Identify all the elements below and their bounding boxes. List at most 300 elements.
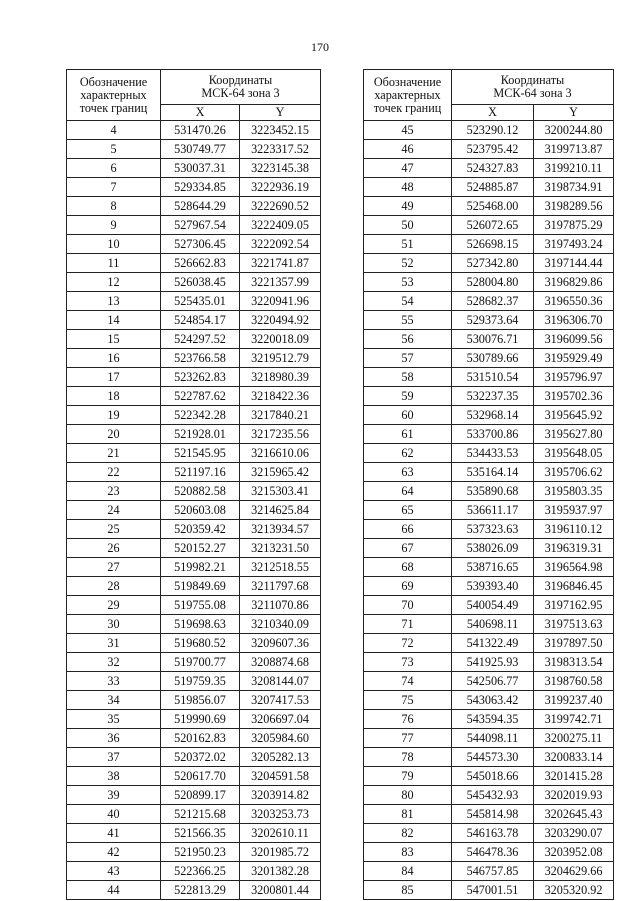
table-row [67, 691, 321, 710]
point-number-cell: 57 [364, 349, 452, 368]
point-number-cell: 67 [364, 539, 452, 558]
table-row [67, 368, 321, 387]
table-row [67, 349, 321, 368]
x-coordinate-cell: 547001.51 [452, 881, 534, 900]
table-row [364, 862, 614, 881]
table-row [364, 235, 614, 254]
point-number-cell: 14 [67, 311, 161, 330]
y-coordinate-cell: 3220018.09 [240, 330, 321, 349]
point-number-cell: 4 [67, 121, 161, 140]
y-coordinate-cell: 3200244.80 [534, 121, 614, 140]
coordinates-header [161, 70, 321, 105]
y-coordinate-cell: 3196099.56 [534, 330, 614, 349]
point-number-cell: 47 [364, 159, 452, 178]
x-coordinate-cell: 523262.83 [161, 368, 240, 387]
point-number-cell: 10 [67, 235, 161, 254]
y-coordinate-cell: 3195796.97 [534, 368, 614, 387]
table-body-right [364, 121, 614, 900]
x-coordinate-cell: 532237.35 [452, 387, 534, 406]
x-coordinate-cell: 526038.45 [161, 273, 240, 292]
y-coordinate-cell: 3196550.36 [534, 292, 614, 311]
x-coordinate-cell: 528644.29 [161, 197, 240, 216]
x-coordinate-cell: 519856.07 [161, 691, 240, 710]
y-coordinate-cell: 3196564.98 [534, 558, 614, 577]
x-coordinate-cell: 525435.01 [161, 292, 240, 311]
point-number-cell: 45 [364, 121, 452, 140]
y-coordinate-cell: 3197144.44 [534, 254, 614, 273]
table-row [67, 482, 321, 501]
point-number-cell: 23 [67, 482, 161, 501]
x-coordinate-cell: 546478.36 [452, 843, 534, 862]
table-row [67, 748, 321, 767]
x-coordinate-cell: 529373.64 [452, 311, 534, 330]
x-coordinate-cell: 521950.23 [161, 843, 240, 862]
y-coordinate-cell: 3203914.82 [240, 786, 321, 805]
coordinates-table-left [66, 69, 321, 900]
x-coordinate-cell: 530749.77 [161, 140, 240, 159]
table-row [364, 482, 614, 501]
x-coordinate-cell: 521566.35 [161, 824, 240, 843]
point-number-cell: 38 [67, 767, 161, 786]
y-coordinate-cell: 3201415.28 [534, 767, 614, 786]
x-coordinate-cell: 521197.16 [161, 463, 240, 482]
x-coordinate-cell: 522366.25 [161, 862, 240, 881]
x-coordinate-cell: 519990.69 [161, 710, 240, 729]
point-number-cell: 64 [364, 482, 452, 501]
y-coordinate-cell: 3195645.92 [534, 406, 614, 425]
y-coordinate-cell: 3199713.87 [534, 140, 614, 159]
x-coordinate-cell: 528682.37 [452, 292, 534, 311]
table-row [67, 406, 321, 425]
table-row [364, 292, 614, 311]
table-row [67, 558, 321, 577]
y-coordinate-cell: 3213934.57 [240, 520, 321, 539]
point-number-cell: 60 [364, 406, 452, 425]
x-coordinate-cell: 542506.77 [452, 672, 534, 691]
x-coordinate-cell: 526662.83 [161, 254, 240, 273]
coordinates-header [452, 70, 614, 105]
x-coordinate-cell: 520359.42 [161, 520, 240, 539]
point-number-cell: 69 [364, 577, 452, 596]
page-number: 170 [311, 40, 329, 54]
y-coordinate-cell: 3199237.40 [534, 691, 614, 710]
table-row [364, 596, 614, 615]
y-coordinate-cell: 3211797.68 [240, 577, 321, 596]
point-number-cell: 78 [364, 748, 452, 767]
coordinate-system: МСК-64 зона 3 [201, 86, 280, 100]
table-row [364, 748, 614, 767]
x-coordinate-cell: 527342.80 [452, 254, 534, 273]
table-row [67, 805, 321, 824]
point-number-cell: 83 [364, 843, 452, 862]
table-row [67, 178, 321, 197]
point-number-cell: 22 [67, 463, 161, 482]
x-coordinate-cell: 524854.17 [161, 311, 240, 330]
y-coordinate-cell: 3196319.31 [534, 539, 614, 558]
table-row [67, 634, 321, 653]
point-number-cell: 73 [364, 653, 452, 672]
y-coordinate-cell: 3220494.92 [240, 311, 321, 330]
table-row [364, 786, 614, 805]
y-coordinate-cell: 3199210.11 [534, 159, 614, 178]
coordinates-title: Координаты [500, 73, 565, 87]
x-coordinate-cell: 521215.68 [161, 805, 240, 824]
point-number-cell: 27 [67, 558, 161, 577]
table-row [364, 216, 614, 235]
table-row [364, 615, 614, 634]
table-row [364, 691, 614, 710]
x-coordinate-cell: 531470.26 [161, 121, 240, 140]
y-coordinate-cell: 3222936.19 [240, 178, 321, 197]
table-row [67, 273, 321, 292]
x-coordinate-cell: 546163.78 [452, 824, 534, 843]
y-coordinate-cell: 3222690.52 [240, 197, 321, 216]
point-number-cell: 40 [67, 805, 161, 824]
y-coordinate-cell: 3219512.79 [240, 349, 321, 368]
x-coordinate-cell: 522342.28 [161, 406, 240, 425]
point-label-header: Обозначение характерных точек границ [67, 70, 161, 121]
x-coordinate-cell: 527306.45 [161, 235, 240, 254]
point-number-cell: 44 [67, 881, 161, 900]
table-row [364, 444, 614, 463]
x-coordinate-cell: 531510.54 [452, 368, 534, 387]
point-number-cell: 70 [364, 596, 452, 615]
point-number-cell: 62 [364, 444, 452, 463]
y-coordinate-cell: 3200833.14 [534, 748, 614, 767]
table-row [67, 843, 321, 862]
y-coordinate-cell: 3208144.07 [240, 672, 321, 691]
table-row [364, 121, 614, 140]
x-coordinate-cell: 524297.52 [161, 330, 240, 349]
table-row [364, 653, 614, 672]
table-row [67, 311, 321, 330]
y-coordinate-cell: 3212518.55 [240, 558, 321, 577]
point-number-cell: 16 [67, 349, 161, 368]
point-number-cell: 76 [364, 710, 452, 729]
y-coordinate-cell: 3214625.84 [240, 501, 321, 520]
point-number-cell: 29 [67, 596, 161, 615]
x-coordinate-cell: 528004.80 [452, 273, 534, 292]
y-coordinate-cell: 3215965.42 [240, 463, 321, 482]
y-coordinate-cell: 3195648.05 [534, 444, 614, 463]
y-coordinate-cell: 3207417.53 [240, 691, 321, 710]
point-number-cell: 51 [364, 235, 452, 254]
table-row [364, 368, 614, 387]
table-row [67, 824, 321, 843]
x-coordinate-cell: 520899.17 [161, 786, 240, 805]
table-row [364, 881, 614, 900]
point-number-cell: 7 [67, 178, 161, 197]
y-coordinate-cell: 3205984.60 [240, 729, 321, 748]
point-number-cell: 52 [364, 254, 452, 273]
point-number-cell: 21 [67, 444, 161, 463]
table-row [364, 140, 614, 159]
point-number-cell: 66 [364, 520, 452, 539]
point-number-cell: 15 [67, 330, 161, 349]
x-coordinate-cell: 538026.09 [452, 539, 534, 558]
table-row [67, 425, 321, 444]
table-row [67, 330, 321, 349]
x-coordinate-cell: 524885.87 [452, 178, 534, 197]
table-row [67, 216, 321, 235]
point-number-cell: 58 [364, 368, 452, 387]
x-coordinate-cell: 526072.65 [452, 216, 534, 235]
y-coordinate-cell: 3220941.96 [240, 292, 321, 311]
x-coordinate-cell: 519755.08 [161, 596, 240, 615]
x-coordinate-cell: 520162.83 [161, 729, 240, 748]
y-coordinate-cell: 3195702.36 [534, 387, 614, 406]
table-row [364, 843, 614, 862]
y-coordinate-cell: 3197513.63 [534, 615, 614, 634]
point-number-cell: 81 [364, 805, 452, 824]
point-number-cell: 13 [67, 292, 161, 311]
y-coordinate-cell: 3196306.70 [534, 311, 614, 330]
x-coordinate-cell: 520882.58 [161, 482, 240, 501]
y-coordinate-cell: 3223317.52 [240, 140, 321, 159]
point-number-cell: 43 [67, 862, 161, 881]
x-coordinate-cell: 526698.15 [452, 235, 534, 254]
x-coordinate-cell: 543594.35 [452, 710, 534, 729]
point-number-cell: 8 [67, 197, 161, 216]
point-number-cell: 74 [364, 672, 452, 691]
point-number-cell: 79 [364, 767, 452, 786]
x-coordinate-cell: 522787.62 [161, 387, 240, 406]
x-coordinate-cell: 536611.17 [452, 501, 534, 520]
y-coordinate-cell: 3201382.28 [240, 862, 321, 881]
y-coordinate-cell: 3218422.36 [240, 387, 321, 406]
x-coordinate-cell: 546757.85 [452, 862, 534, 881]
point-number-cell: 6 [67, 159, 161, 178]
point-number-cell: 54 [364, 292, 452, 311]
y-coordinate-cell: 3215303.41 [240, 482, 321, 501]
x-coordinate-cell: 529334.85 [161, 178, 240, 197]
y-coordinate-cell: 3221741.87 [240, 254, 321, 273]
y-coordinate-cell: 3200275.11 [534, 729, 614, 748]
point-number-cell: 63 [364, 463, 452, 482]
table-row [364, 197, 614, 216]
point-number-cell: 9 [67, 216, 161, 235]
y-coordinate-cell: 3205320.92 [534, 881, 614, 900]
y-column-header: Y [534, 105, 614, 121]
x-coordinate-cell: 534433.53 [452, 444, 534, 463]
point-number-cell: 33 [67, 672, 161, 691]
x-coordinate-cell: 545018.66 [452, 767, 534, 786]
point-number-cell: 24 [67, 501, 161, 520]
table-row [364, 729, 614, 748]
y-coordinate-cell: 3197875.29 [534, 216, 614, 235]
table-row [67, 501, 321, 520]
table-row [67, 862, 321, 881]
point-number-cell: 39 [67, 786, 161, 805]
x-coordinate-cell: 519680.52 [161, 634, 240, 653]
point-number-cell: 32 [67, 653, 161, 672]
point-number-cell: 85 [364, 881, 452, 900]
y-coordinate-cell: 3216610.06 [240, 444, 321, 463]
x-coordinate-cell: 530076.71 [452, 330, 534, 349]
table-row [67, 197, 321, 216]
x-coordinate-cell: 522813.29 [161, 881, 240, 900]
table-row [364, 520, 614, 539]
y-coordinate-cell: 3204629.66 [534, 862, 614, 881]
point-number-cell: 82 [364, 824, 452, 843]
y-coordinate-cell: 3209607.36 [240, 634, 321, 653]
y-coordinate-cell: 3205282.13 [240, 748, 321, 767]
point-number-cell: 48 [364, 178, 452, 197]
table-row [364, 672, 614, 691]
x-coordinate-cell: 519849.69 [161, 577, 240, 596]
table-row [364, 577, 614, 596]
y-coordinate-cell: 3195929.49 [534, 349, 614, 368]
y-coordinate-cell: 3196829.86 [534, 273, 614, 292]
point-number-cell: 19 [67, 406, 161, 425]
y-coordinate-cell: 3218980.39 [240, 368, 321, 387]
point-number-cell: 41 [67, 824, 161, 843]
point-number-cell: 36 [67, 729, 161, 748]
x-coordinate-cell: 538716.65 [452, 558, 534, 577]
table-row [67, 254, 321, 273]
point-number-cell: 77 [364, 729, 452, 748]
table-row [364, 273, 614, 292]
point-number-cell: 72 [364, 634, 452, 653]
y-coordinate-cell: 3195627.80 [534, 425, 614, 444]
y-coordinate-cell: 3221357.99 [240, 273, 321, 292]
x-coordinate-cell: 527967.54 [161, 216, 240, 235]
y-coordinate-cell: 3222092.54 [240, 235, 321, 254]
x-coordinate-cell: 543063.42 [452, 691, 534, 710]
y-coordinate-cell: 3204591.58 [240, 767, 321, 786]
x-coordinate-cell: 520152.27 [161, 539, 240, 558]
table-row [364, 501, 614, 520]
point-number-cell: 17 [67, 368, 161, 387]
y-coordinate-cell: 3197897.50 [534, 634, 614, 653]
point-label-header: Обозначение характерных точек границ [364, 70, 452, 121]
point-number-cell: 11 [67, 254, 161, 273]
x-coordinate-cell: 520603.08 [161, 501, 240, 520]
table-row [67, 520, 321, 539]
table-row [67, 387, 321, 406]
table-row [67, 653, 321, 672]
table-row [364, 254, 614, 273]
y-coordinate-cell: 3203952.08 [534, 843, 614, 862]
table-row [364, 767, 614, 786]
y-coordinate-cell: 3203253.73 [240, 805, 321, 824]
y-coordinate-cell: 3223145.38 [240, 159, 321, 178]
x-coordinate-cell: 545432.93 [452, 786, 534, 805]
table-row [364, 425, 614, 444]
table-row [67, 596, 321, 615]
table-row [67, 710, 321, 729]
table-row [364, 634, 614, 653]
point-number-cell: 68 [364, 558, 452, 577]
y-coordinate-cell: 3202019.93 [534, 786, 614, 805]
x-coordinate-cell: 544573.30 [452, 748, 534, 767]
y-coordinate-cell: 3203290.07 [534, 824, 614, 843]
x-coordinate-cell: 541322.49 [452, 634, 534, 653]
point-number-cell: 50 [364, 216, 452, 235]
table-row [67, 615, 321, 634]
table-row [364, 805, 614, 824]
point-number-cell: 42 [67, 843, 161, 862]
x-coordinate-cell: 537323.63 [452, 520, 534, 539]
x-coordinate-cell: 530789.66 [452, 349, 534, 368]
x-coordinate-cell: 525468.00 [452, 197, 534, 216]
table-row [67, 786, 321, 805]
y-coordinate-cell: 3211070.86 [240, 596, 321, 615]
table-row [67, 463, 321, 482]
table-row [364, 178, 614, 197]
y-coordinate-cell: 3222409.05 [240, 216, 321, 235]
x-coordinate-cell: 523795.42 [452, 140, 534, 159]
table-row [67, 140, 321, 159]
table-row [364, 824, 614, 843]
y-coordinate-cell: 3195706.62 [534, 463, 614, 482]
x-coordinate-cell: 532968.14 [452, 406, 534, 425]
coordinate-system: МСК-64 зона 3 [493, 86, 572, 100]
point-number-cell: 46 [364, 140, 452, 159]
x-coordinate-cell: 519982.21 [161, 558, 240, 577]
y-coordinate-cell: 3196110.12 [534, 520, 614, 539]
coordinates-title: Координаты [208, 73, 273, 87]
y-coordinate-cell: 3201985.72 [240, 843, 321, 862]
table-row [364, 311, 614, 330]
table-row [67, 159, 321, 178]
x-column-header: X [452, 105, 534, 121]
table-row [67, 577, 321, 596]
y-coordinate-cell: 3202645.43 [534, 805, 614, 824]
x-coordinate-cell: 540698.11 [452, 615, 534, 634]
x-coordinate-cell: 535164.14 [452, 463, 534, 482]
point-number-cell: 31 [67, 634, 161, 653]
y-coordinate-cell: 3208874.68 [240, 653, 321, 672]
table-row [364, 558, 614, 577]
point-number-cell: 35 [67, 710, 161, 729]
table-row [67, 121, 321, 140]
point-number-cell: 59 [364, 387, 452, 406]
table-body-left [67, 121, 321, 900]
y-coordinate-cell: 3206697.04 [240, 710, 321, 729]
table-row [67, 729, 321, 748]
y-coordinate-cell: 3195803.35 [534, 482, 614, 501]
x-coordinate-cell: 521928.01 [161, 425, 240, 444]
x-coordinate-cell: 520372.02 [161, 748, 240, 767]
point-number-cell: 65 [364, 501, 452, 520]
point-number-cell: 49 [364, 197, 452, 216]
table-row [364, 710, 614, 729]
y-coordinate-cell: 3198760.58 [534, 672, 614, 691]
y-coordinate-cell: 3210340.09 [240, 615, 321, 634]
y-coordinate-cell: 3196846.45 [534, 577, 614, 596]
x-coordinate-cell: 523290.12 [452, 121, 534, 140]
table-row [67, 292, 321, 311]
y-coordinate-cell: 3198313.54 [534, 653, 614, 672]
x-coordinate-cell: 530037.31 [161, 159, 240, 178]
x-coordinate-cell: 545814.98 [452, 805, 534, 824]
point-number-cell: 53 [364, 273, 452, 292]
point-number-cell: 75 [364, 691, 452, 710]
table-row [67, 767, 321, 786]
point-number-cell: 34 [67, 691, 161, 710]
point-number-cell: 71 [364, 615, 452, 634]
point-number-cell: 18 [67, 387, 161, 406]
y-coordinate-cell: 3223452.15 [240, 121, 321, 140]
table-row [364, 159, 614, 178]
x-coordinate-cell: 523766.58 [161, 349, 240, 368]
table-row [67, 444, 321, 463]
table-row [364, 349, 614, 368]
x-coordinate-cell: 520617.70 [161, 767, 240, 786]
x-coordinate-cell: 540054.49 [452, 596, 534, 615]
table-row [364, 387, 614, 406]
